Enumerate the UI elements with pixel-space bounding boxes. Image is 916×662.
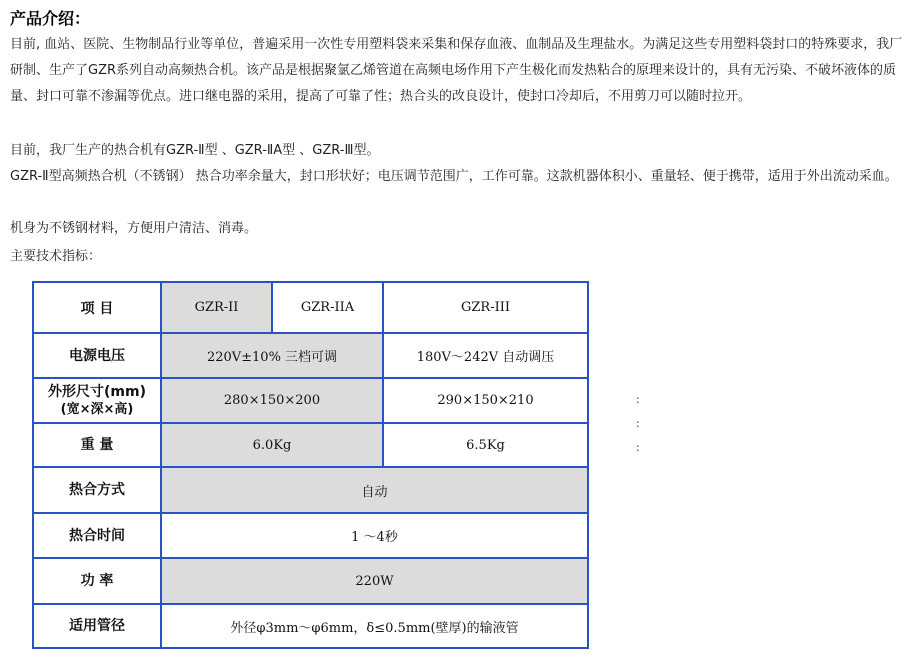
- spec-heading: 主要技术指标：: [10, 249, 102, 264]
- page-title: 产品介绍：: [10, 9, 91, 28]
- table-row: [33, 423, 588, 467]
- power-value: 220W: [161, 558, 588, 604]
- header-item: 项 目: [33, 282, 161, 333]
- table-row: [33, 604, 588, 648]
- size-gzr-iii: 290×150×210: [383, 378, 588, 423]
- header-model-gzr-ii: GZR-II: [161, 282, 272, 333]
- row-label-voltage: 电源电压: [33, 333, 161, 378]
- time-value: 1 ～4秒: [161, 513, 588, 558]
- table-row: [33, 513, 588, 558]
- row-label-size-sub: (宽×深×高): [60, 401, 134, 417]
- material-paragraph: 机身为不锈钢材料，方便用户清洁、消毒。: [10, 221, 258, 236]
- tube-value: 外径φ3mm～φ6mm，δ≤0.5mm(壁厚)的输液管: [161, 604, 588, 648]
- method-value: 自动: [161, 467, 588, 513]
- header-model-gzr-iii: GZR-III: [383, 282, 588, 333]
- voltage-gzr-ii-iia: 220V±10% 三档可调: [161, 333, 383, 378]
- row-label-weight: 重 量: [33, 423, 161, 467]
- size-gzr-ii-iia: 280×150×200: [161, 378, 383, 423]
- table-row: [33, 333, 588, 378]
- models-paragraph: 目前，我厂生产的热合机有GZR-Ⅱ型 、GZR-ⅡA型 、GZR-Ⅲ型。: [10, 143, 380, 158]
- gzr2-paragraph: GZR-Ⅱ型高频热合机（不锈钢） 热合功率余量大，封口形状好；电压调节范围广，工作可靠。这款机器体积小、重量轻、便于携带，适用于外出流动采血。: [10, 169, 898, 184]
- weight-gzr-iii: 6.5Kg: [383, 423, 588, 467]
- header-model-gzr-iia: GZR-IIA: [272, 282, 383, 333]
- table-row: [33, 467, 588, 513]
- row-label-time: 热合时间: [33, 513, 161, 558]
- weight-gzr-ii-iia: 6.0Kg: [161, 423, 383, 467]
- row-label-tube: 适用管径: [33, 604, 161, 648]
- row-label-size: [33, 378, 161, 423]
- row-label-power: 功 率: [33, 558, 161, 604]
- spec-table: [32, 281, 589, 649]
- decorative-dots: : : :: [636, 393, 640, 454]
- voltage-gzr-iii: 180V～242V 自动调压: [383, 333, 588, 378]
- table-row: [33, 378, 588, 423]
- row-label-method: 热合方式: [33, 467, 161, 513]
- row-label-size-main: 外形尺寸(mm): [48, 383, 146, 400]
- table-header-row: [33, 282, 588, 333]
- intro-paragraph: 目前, 血站、医院、生物制品行业等单位，普遍采用一次性专用塑料袋来采集和保存血液、血制品及生理盐水。为满足这些专用塑料袋封口的特殊要求，我厂研制、生产了GZR系列自动高频热合机。该产品是根据聚氯乙烯管道在高频电场作用下产生极化而发热粘合的原理来设计的，具有无污染、不破坏液体的质量、封口可靠不渗漏等优点。进口继电器的采用，提高了可靠了性；热合头的改良设计，使封口冷却后，不用剪刀可以随时拉开。: [10, 37, 903, 104]
- table-row: [33, 558, 588, 604]
